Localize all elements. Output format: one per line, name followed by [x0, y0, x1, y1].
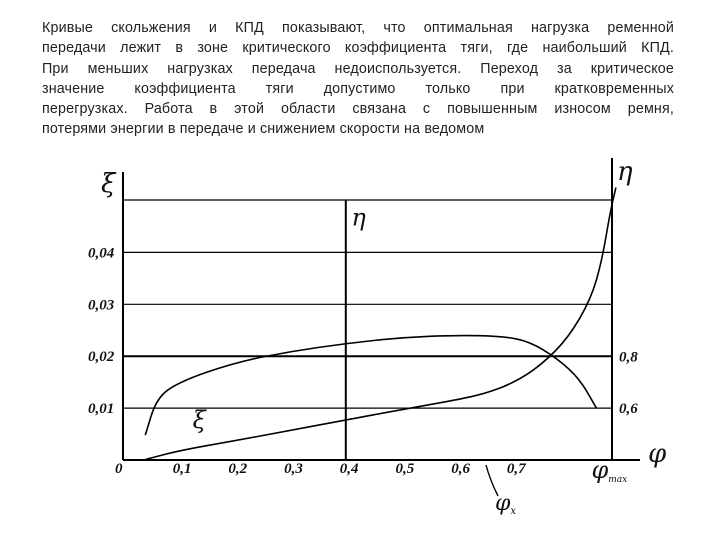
series-layer [145, 188, 616, 460]
y-right-tick-label: 0,8 [619, 349, 638, 366]
labels-layer [88, 157, 667, 517]
paragraph-line: Кривые скольжения и КПД показывают, что оптимальная нагрузка ременной [42, 20, 674, 36]
x-tick-label: 0,7 [506, 461, 526, 477]
x-tick-label: 0,2 [228, 461, 248, 477]
phi-x-label: φx [495, 491, 517, 517]
y-left-tick-label: 0,01 [88, 401, 115, 418]
paragraph-line: потерями энергии в передаче и снижением скорости на ведомом [42, 121, 485, 138]
x-tick-label: 0,4 [339, 461, 359, 477]
y-right-tick-label: 0,6 [619, 401, 638, 418]
series-curve-slip [145, 188, 616, 460]
y-left-tick-label: 0,03 [88, 297, 115, 314]
x-tick-label: 0,5 [395, 461, 415, 477]
paragraph-line: значение коэффициента тяги допустимо только при кратковременных [42, 80, 674, 97]
phi-max-label: φmax [591, 456, 628, 485]
series-curve-efficiency [145, 336, 596, 436]
efficiency-curve-label: η [351, 203, 366, 232]
paragraph-line: передачи лежит в зоне критического коэффициента тяги, где наибольший КПД. [42, 40, 674, 57]
paragraph-line: При меньших нагрузках передача недоиспользуется. Переход за критическое [42, 60, 674, 77]
y-left-axis-label: ξ [101, 169, 116, 199]
paragraph-line: перегрузках. Работа в этой области связана с повышенным износом ремня, [42, 101, 674, 118]
y-left-tick-label: 0,04 [88, 245, 115, 262]
x-tick-label: 0,1 [172, 461, 192, 477]
x-tick-label: 0,3 [284, 461, 303, 477]
y-right-axis-label: η [617, 157, 633, 187]
y-left-tick-label: 0,02 [88, 349, 115, 366]
x-tick-label: 0,6 [451, 461, 470, 477]
slip-curve-label: ξ [192, 405, 206, 434]
x-tick-label: 0 [115, 461, 123, 477]
x-axis-label: φ [648, 439, 667, 469]
